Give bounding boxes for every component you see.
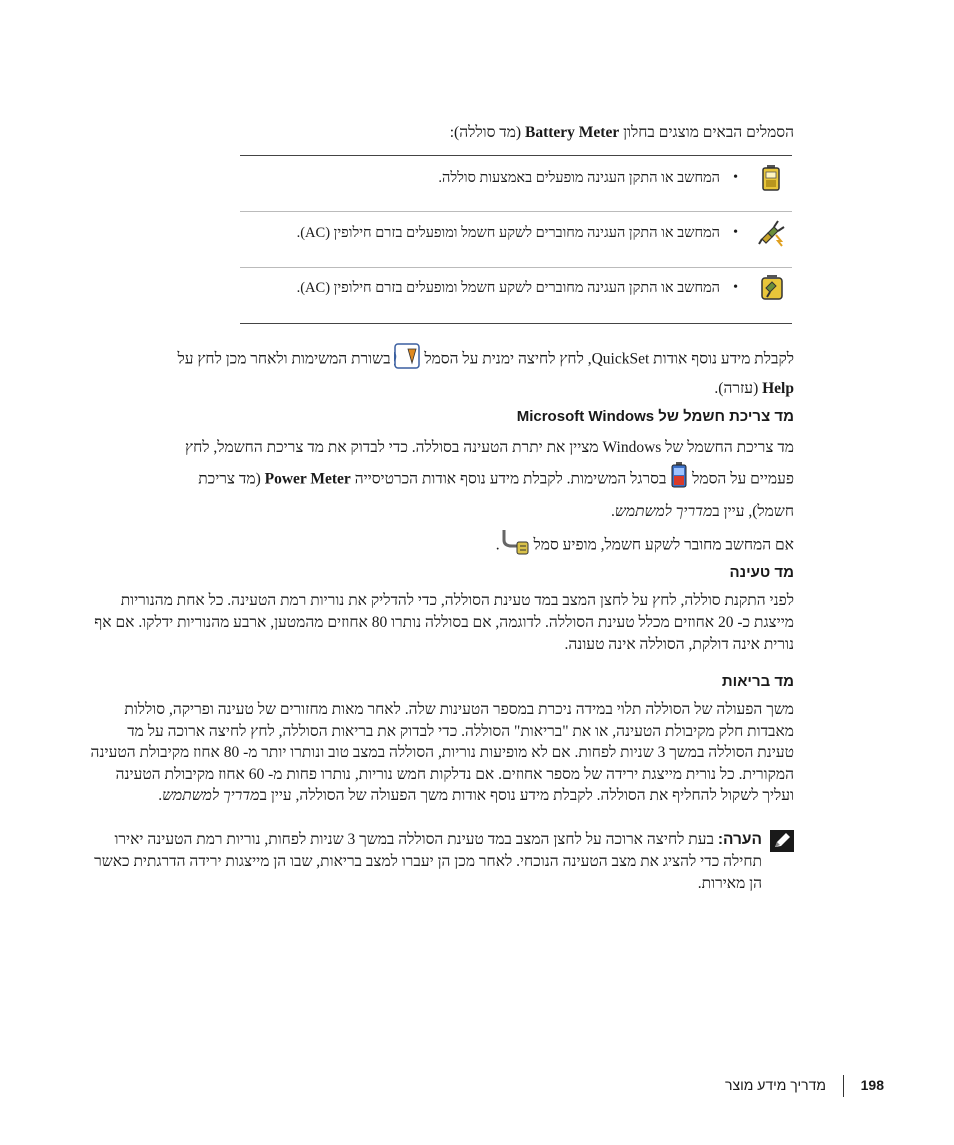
- battery-meter-label: Battery Meter: [524, 124, 620, 141]
- footer-title: מדריך מידע מוצר: [725, 1077, 826, 1093]
- table-divider: [240, 155, 792, 156]
- note-icon: [770, 830, 794, 852]
- charge-paragraph: לפני התקנת סוללה, לחץ על לחצן המצב במד טעינת הסוללה, כדי להדליק את נוריות רמת הטעינה. כל אחת מהנוריות מייצגת כ- 20 אחוזים מכלל טעינת הסוללה. לדוגמה, אם בסוללה נותרו 80 אחוזים מהמטען, ארבע מהנוריות ידלקו. אם אף נורית אינה דולקת, הסוללה אינה טעונה.: [94, 592, 794, 653]
- footer-separator: [843, 1075, 844, 1097]
- quickset-part2: בשורת המשימות ולאחר מכן לחץ על: [177, 350, 391, 368]
- windows-line2-a: פעמיים על הסמל: [692, 470, 794, 488]
- windows-line3-a: חשמל), עיין ב: [712, 503, 794, 520]
- ac-plug-icon: [758, 219, 786, 247]
- note-text: בעת לחיצה ארוכה על לחצן המצב במד טעינת הסוללה במשך 3 שניות לפחות, נוריות רמת הטעינה יאירו תחילה כדי להציג את מצב הטעינה הנוכחי. לאחר מכן הן יעברו למצב בריאות, שבו הן מייצגות ירידה הדרגתית כאשר הן מאירות.: [94, 831, 762, 892]
- page-number: 198: [860, 1077, 884, 1093]
- section-heading-charge: מד טעינה: [729, 564, 794, 581]
- user-guide-ref: מדריך למשתמש: [614, 503, 713, 520]
- help-label: Help: [762, 380, 794, 397]
- power-meter-icon: [670, 462, 688, 498]
- health-paragraph: [90, 699, 794, 807]
- svg-text:Q: [394, 349, 397, 366]
- windows-line2-c: (מד צריכת: [198, 470, 261, 488]
- windows-line1: מד צריכת החשמל של Windows מציין את יתרת הטעינה בסוללה. כדי לבדוק את מד צריכת החשמל, לחץ: [185, 439, 794, 456]
- table-divider: [240, 323, 792, 324]
- row-text: המחשב או התקן העגינה מופעלים באמצעות סוללה.: [438, 170, 720, 186]
- table-row: [240, 268, 792, 308]
- section-heading-health: מד בריאות: [721, 673, 794, 690]
- table-divider: [240, 211, 792, 212]
- plugged-in-icon: [500, 526, 530, 566]
- windows-line4: אם המחשב מחובר לשקע חשמל, מופיע סמל: [533, 536, 794, 554]
- bullet: •: [733, 225, 738, 240]
- help-tail: (עזרה).: [714, 380, 759, 397]
- intro-before: הסמלים הבאים מוצגים בחלון: [623, 124, 794, 141]
- section-heading-windows: מד צריכת חשמל של Microsoft Windows: [516, 408, 794, 425]
- user-guide-ref: מדריך למשתמש: [162, 787, 260, 804]
- quickset-paragraph: [90, 343, 794, 401]
- windows-paragraph: [90, 434, 794, 566]
- table-row: [240, 213, 792, 253]
- health-text-end: .: [158, 787, 163, 804]
- intro-after: (מד סוללה):: [449, 124, 522, 141]
- windows-line3-end: .: [611, 503, 615, 520]
- bullet: •: [733, 170, 738, 185]
- quickset-part1: לקבלת מידע נוסף אודות QuickSet, לחץ לחיצה ימנית על הסמל: [424, 350, 794, 368]
- intro-line: [450, 121, 794, 145]
- note-label: הערה:: [717, 831, 762, 848]
- windows-line2-b: בסרגל המשימות. לקבלת מידע נוסף אודות הכרטיסייה: [354, 470, 667, 488]
- health-text: משך הפעולה של הסוללה תלוי במידה ניכרת במספר הטעינות שלה. לאחר מאות מחזורים של טעינה ופריקה, סוללות מאבדות חלק מקיבולת הטעינה, או את "בריאות" הסוללה. כדי לבדוק את בריאות הסוללה, לחץ לחיצה ארוכה על מד טעינת הסוללה במשך 3 שניות לפחות. אם לא מופיעות נוריות, הסוללה במצב טוב ונותרו יותר מ- 80 אחוז מקיבולת הטעינה המקורית. כל נורית מייצגת ירידה של מספר אחוזים. אם נדלקות חמש נוריות, נותרו פחות מ- 60 אחוז מקיבולת הטעינה ועליך לשקול להחליף את הסוללה. לקבלת מידע נוסף אודות משך הפעולה של הסוללה, עיין ב: [90, 701, 794, 804]
- note: [90, 829, 762, 895]
- footer: [706, 1075, 896, 1099]
- battery-icon: [760, 164, 782, 192]
- windows-line4-end: .: [495, 536, 500, 554]
- quickset-icon: [394, 343, 420, 377]
- ac-battery-icon: [758, 274, 786, 302]
- row-text: המחשב או התקן העגינה מחוברים לשקע חשמל ומופעלים בזרם חילופין (AC).: [296, 280, 720, 296]
- power-meter-label: Power Meter: [264, 470, 351, 488]
- row-text: המחשב או התקן העגינה מחוברים לשקע חשמל ומופעלים בזרם חילופין (AC).: [296, 225, 720, 241]
- bullet: •: [733, 280, 738, 295]
- table-row: [240, 158, 792, 198]
